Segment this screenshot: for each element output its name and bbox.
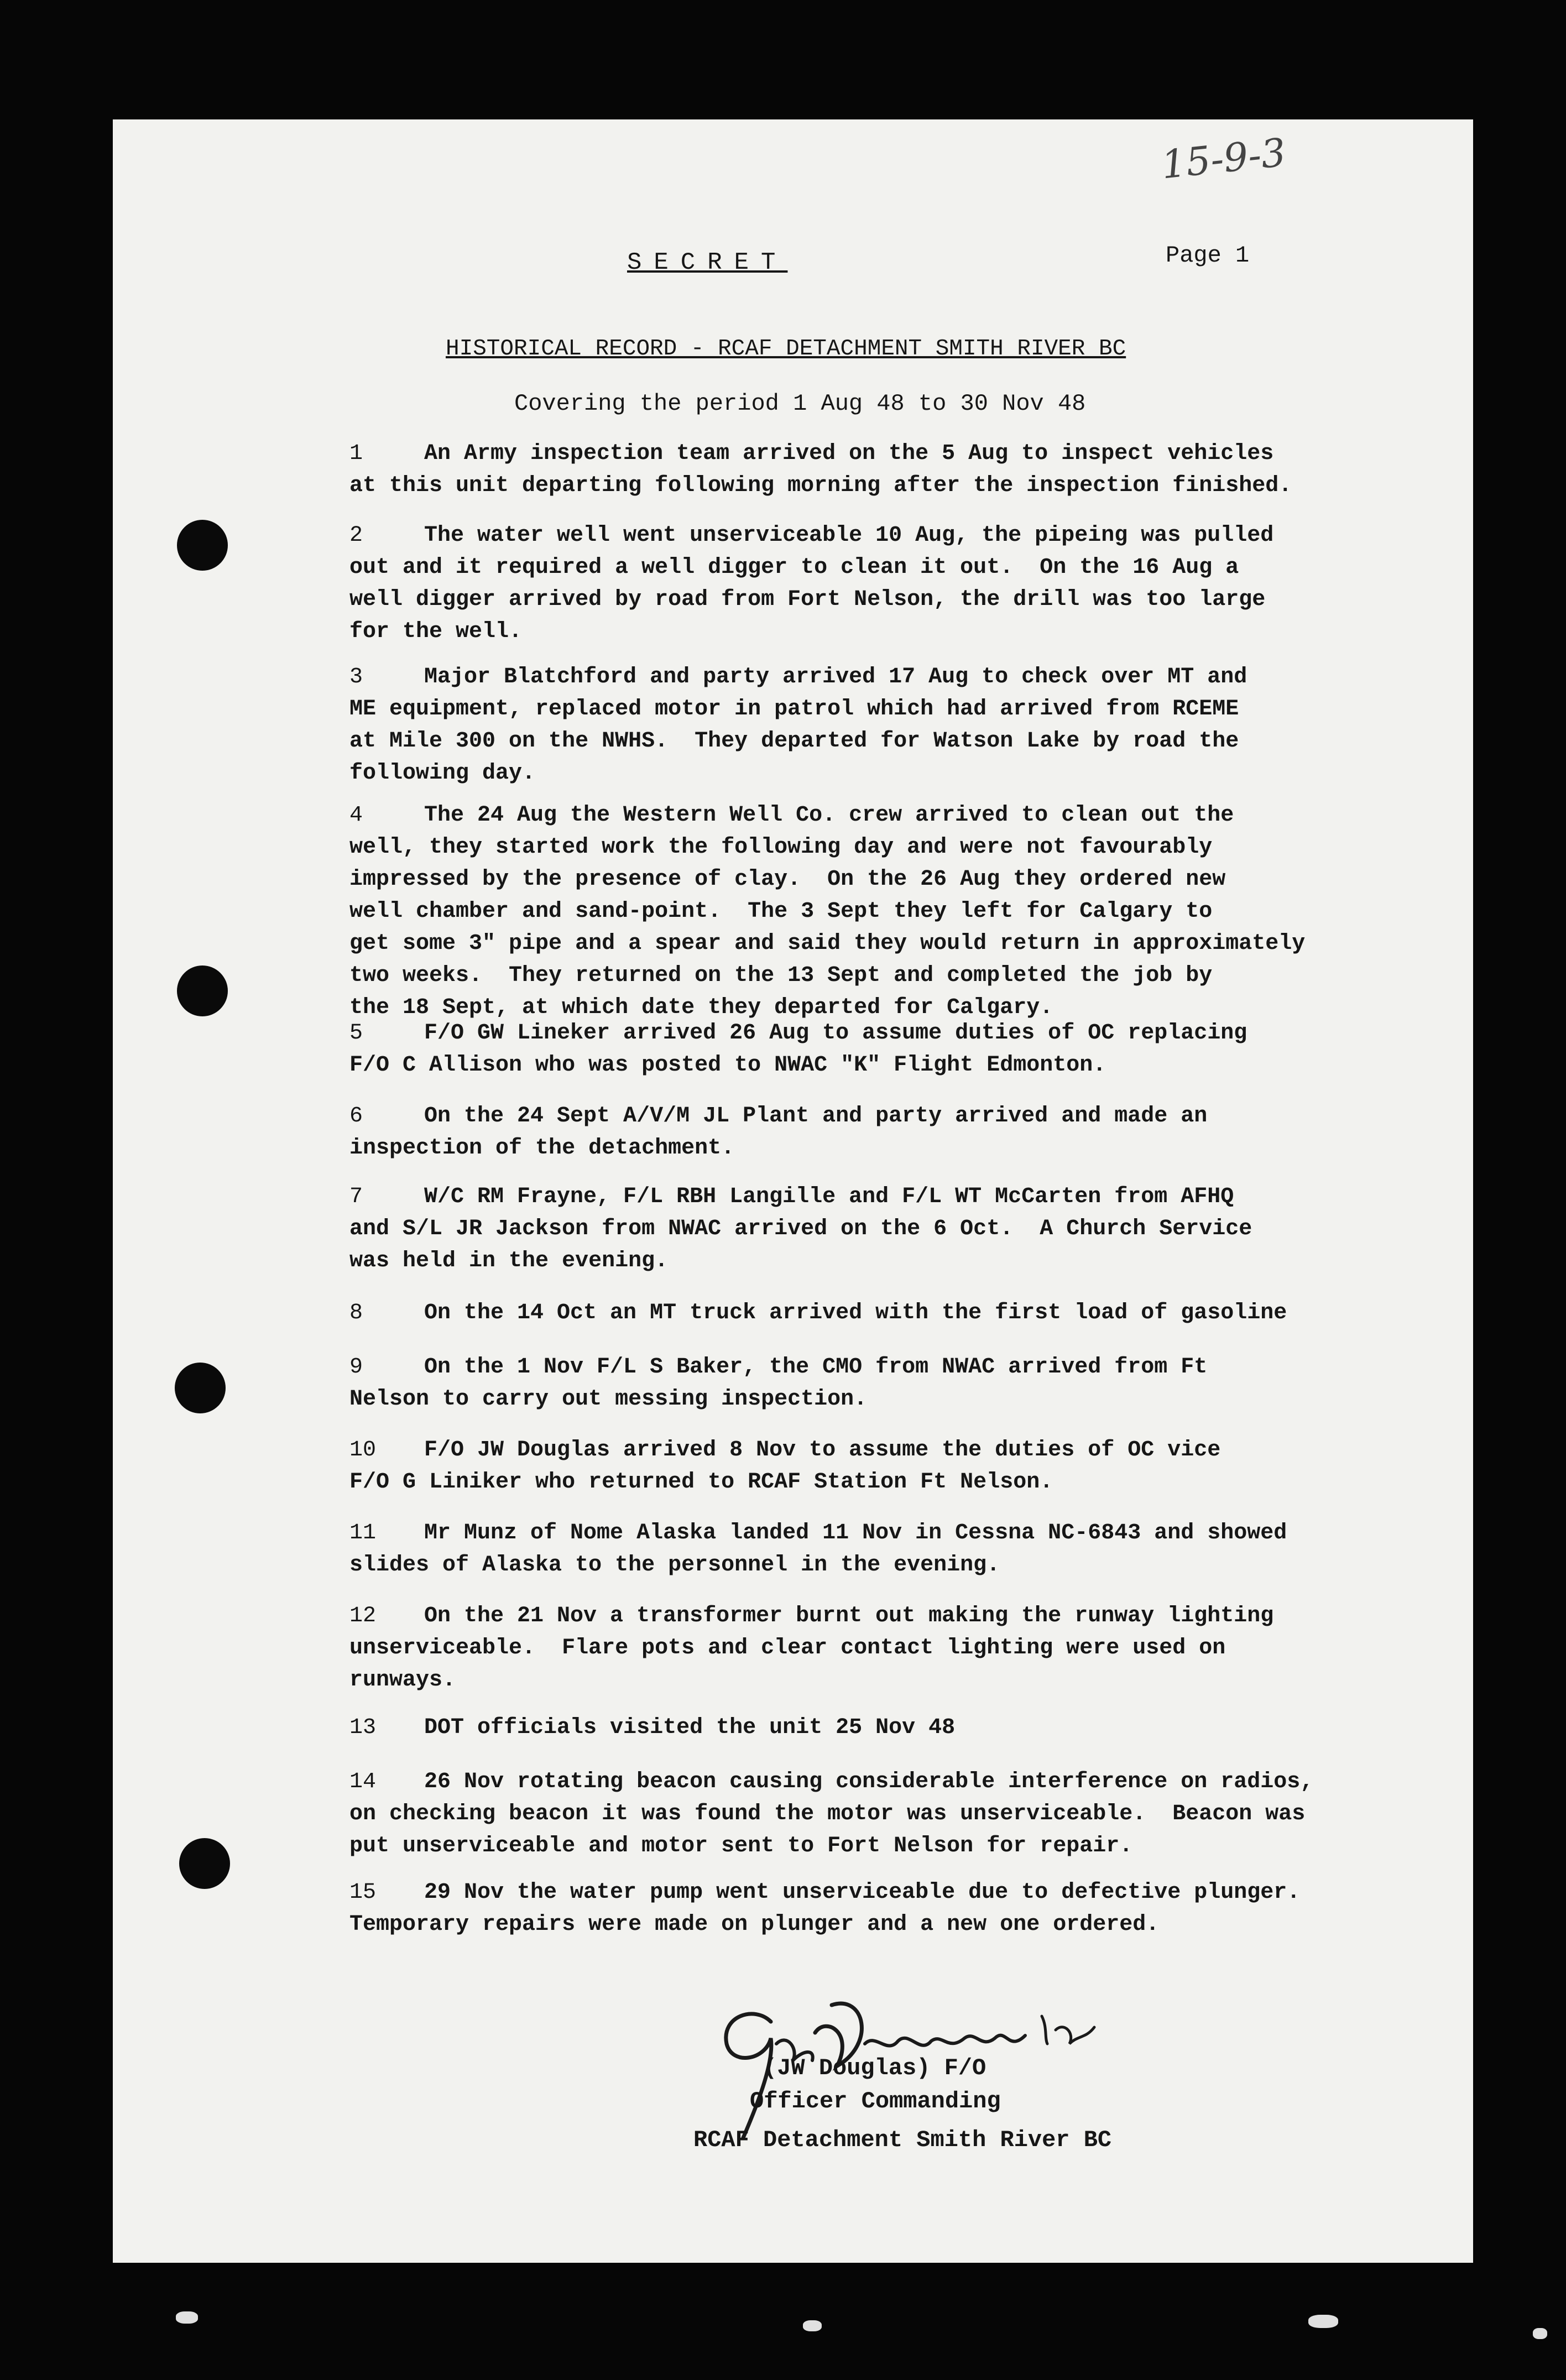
entry-text: DOT officials visited the unit 25 Nov 48 (424, 1715, 956, 1740)
entry-text: On the 24 Sept A/V/M JL Plant and party arrived and made an inspection of the detachment. (349, 1104, 1208, 1161)
entry-5 (349, 1017, 1417, 1082)
entry-number: 10 (349, 1438, 377, 1463)
entry-6 (349, 1100, 1417, 1165)
entry-number: 15 (349, 1880, 377, 1905)
handwritten-reference-note: 15-9-3 (1159, 129, 1288, 188)
entry-7 (349, 1181, 1417, 1277)
binder-hole-lower-middle (175, 1363, 226, 1413)
entry-number: 8 (349, 1301, 363, 1325)
classification-heading: SECRET (627, 249, 788, 276)
entry-text: W/C RM Frayne, F/L RBH Langille and F/L WT McCarten from AFHQ and S/L JR Jackson from NWAC arrived on the 6 Oct. A Church Service was held in the evening. (349, 1184, 1252, 1273)
document-title: HISTORICAL RECORD - RCAF DETACHMENT SMITH RIVER BC (446, 336, 1126, 362)
entry-text: F/O JW Douglas arrived 8 Nov to assume the duties of OC vice F/O G Liniker who returned to RCAF Station Ft Nelson. (349, 1438, 1221, 1495)
entry-12 (349, 1600, 1417, 1697)
entry-14 (349, 1766, 1417, 1862)
entry-text: The 24 Aug the Western Well Co. crew arrived to clean out the well, they started work the following day and were not favourably impressed by the presence of clay. On the 26 Aug they ordered new well chamber and sand-point. The 3 Sept they left for Calgary to get some 3" pipe and a spear and said they would return in approximately two weeks. They returned on the 13 Sept and completed the job by the 18 Sept, at which date they departed for Calgary. (349, 803, 1306, 1020)
binder-hole-upper-middle (177, 965, 228, 1016)
entry-text: On the 14 Oct an MT truck arrived with the first load of gasoline (424, 1301, 1287, 1325)
entry-3 (349, 661, 1417, 790)
entry-4 (349, 800, 1417, 1024)
entry-number: 14 (349, 1770, 377, 1794)
entry-number: 6 (349, 1104, 363, 1129)
entry-10 (349, 1434, 1417, 1499)
film-edge-speck (803, 2320, 822, 2331)
entry-13 (349, 1712, 1417, 1744)
entry-number: 9 (349, 1355, 363, 1380)
entry-15 (349, 1877, 1417, 1941)
entry-number: 4 (349, 803, 363, 828)
signatory-name: (JW Douglas) F/O (763, 2055, 986, 2081)
document-page (113, 119, 1473, 2263)
entry-number: 5 (349, 1021, 363, 1046)
entry-text: 29 Nov the water pump went unserviceable due to defective plunger. Temporary repairs were made on plunger and a new one ordered. (349, 1880, 1301, 1937)
entry-text: An Army inspection team arrived on the 5 Aug to inspect vehicles at this unit departing following morning after the inspection finished. (349, 441, 1292, 498)
entry-number: 11 (349, 1521, 377, 1546)
entry-number: 7 (349, 1184, 363, 1209)
entry-text: Major Blatchford and party arrived 17 Aug to check over MT and ME equipment, replaced motor in patrol which had arrived from RCEME at Mile 300 on the NWHS. They departed for Watson Lake by road the following day. (349, 665, 1247, 786)
entry-text: Mr Munz of Nome Alaska landed 11 Nov in Cessna NC-6843 and showed slides of Alaska to the personnel in the evening. (349, 1521, 1287, 1578)
film-edge-speck (1533, 2328, 1547, 2339)
binder-hole-bottom (179, 1838, 230, 1889)
entry-number: 1 (349, 441, 363, 466)
entry-text: 26 Nov rotating beacon causing considerable interference on radios, on checking beacon it was found the motor was unserviceable. Beacon was put unserviceable and motor sent to Fort Nelson for repair. (349, 1770, 1314, 1859)
entry-9 (349, 1351, 1417, 1416)
binder-hole-top (177, 520, 228, 571)
signatory-role: Officer Commanding (750, 2088, 1001, 2115)
period-subtitle: Covering the period 1 Aug 48 to 30 Nov 48 (514, 390, 1086, 417)
entry-number: 2 (349, 523, 363, 548)
entry-8 (349, 1297, 1417, 1329)
entry-text: F/O GW Lineker arrived 26 Aug to assume duties of OC replacing F/O C Allison who was posted to NWAC "K" Flight Edmonton. (349, 1021, 1247, 1078)
entry-text: On the 21 Nov a transformer burnt out making the runway lighting unserviceable. Flare pots and clear contact lighting were used on runways. (349, 1604, 1274, 1693)
film-edge-speck (1308, 2315, 1338, 2328)
entry-11 (349, 1517, 1417, 1582)
entry-number: 12 (349, 1604, 377, 1629)
entry-number: 3 (349, 665, 363, 690)
entry-number: 13 (349, 1715, 377, 1740)
film-edge-speck (176, 2311, 198, 2324)
page-number: Page 1 (1166, 242, 1250, 269)
entry-text: On the 1 Nov F/L S Baker, the CMO from NWAC arrived from Ft Nelson to carry out messing inspection. (349, 1355, 1208, 1412)
entry-1 (349, 438, 1417, 502)
signatory-unit: RCAF Detachment Smith River BC (693, 2127, 1112, 2153)
entry-text: The water well went unserviceable 10 Aug, the pipeing was pulled out and it required a well digger to clean it out. On the 16 Aug a well digger arrived by road from Fort Nelson, the drill was too large for the well. (349, 523, 1274, 644)
entry-2 (349, 520, 1417, 648)
